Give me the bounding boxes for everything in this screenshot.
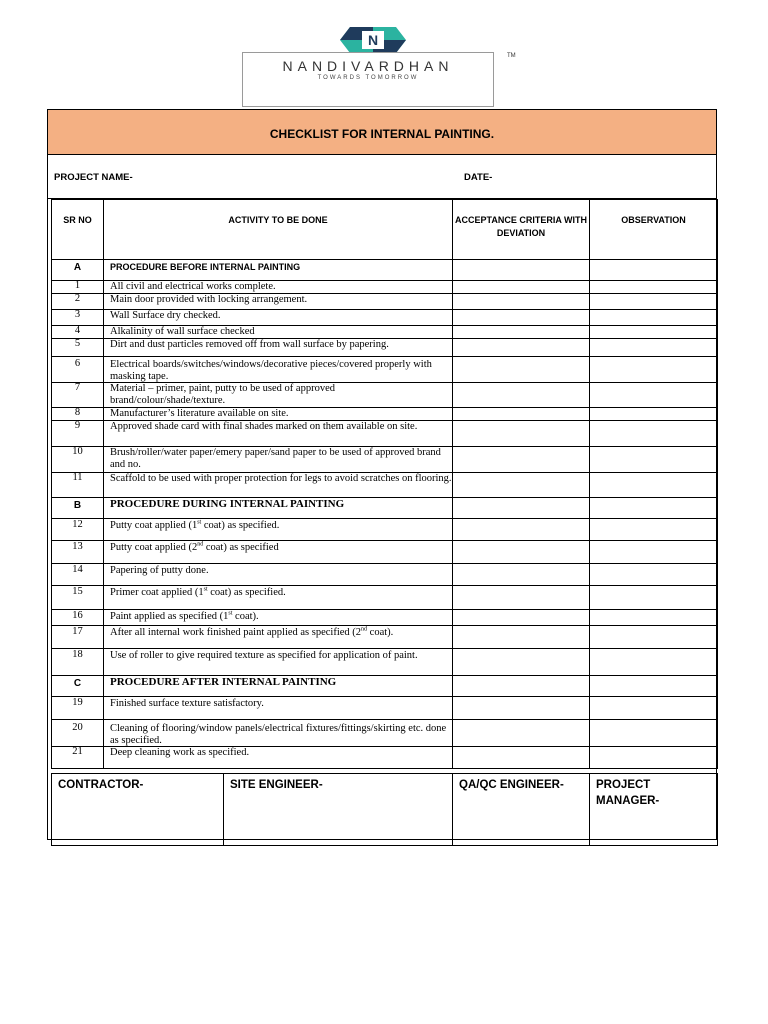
sr-cell: 17 (52, 626, 104, 649)
table-row (52, 357, 718, 383)
activity-cell: Alkalinity of wall surface checked (104, 326, 453, 339)
activity-cell: Wall Surface dry checked. (104, 310, 453, 326)
activity-cell: Use of roller to give required texture as specified for application of paint. (104, 649, 453, 676)
ordinal-suffix: nd (197, 541, 204, 548)
activity-text: After all internal work finished paint applied as specified (2 (110, 627, 362, 638)
table-row (52, 519, 718, 541)
section-id: C (52, 676, 104, 697)
observation-cell[interactable] (590, 720, 718, 747)
column-header-observation: OBSERVATION (590, 200, 718, 260)
sr-cell: 6 (52, 357, 104, 383)
activity-cell: All civil and electrical works complete. (104, 281, 453, 294)
activity-cell: Finished surface texture satisfactory. (104, 697, 453, 720)
activity-cell: Brush/roller/water paper/emery paper/sand paper to be used of approved brand and no. (104, 447, 453, 473)
ordinal-suffix: st (203, 586, 208, 593)
sr-cell: 3 (52, 310, 104, 326)
acceptance-cell[interactable] (453, 339, 590, 357)
qa-engineer-signoff[interactable]: QA/QC ENGINEER- (453, 774, 590, 846)
observation-cell[interactable] (590, 586, 718, 610)
section-row (52, 676, 718, 697)
table-row (52, 649, 718, 676)
date-label: DATE- (464, 172, 493, 183)
column-header-sr: SR NO (52, 200, 104, 260)
table-row (52, 326, 718, 339)
activity-cell: Deep cleaning work as specified. (104, 747, 453, 769)
sr-cell: 5 (52, 339, 104, 357)
ordinal-suffix: st (197, 519, 202, 526)
table-row (52, 541, 718, 564)
activity-cell: Material – primer, paint, putty to be used of approved brand/colour/shade/texture. (104, 383, 453, 408)
observation-cell[interactable] (590, 294, 718, 310)
sr-cell: 20 (52, 720, 104, 747)
acceptance-cell[interactable] (453, 747, 590, 769)
activity-cell: Approved shade card with final shades marked on them available on site. (104, 421, 453, 447)
ordinal-suffix: nd (361, 626, 368, 633)
acceptance-cell[interactable] (453, 408, 590, 421)
table-row (52, 564, 718, 586)
table-row (52, 586, 718, 610)
observation-cell[interactable] (590, 564, 718, 586)
sr-cell: 11 (52, 473, 104, 498)
acceptance-cell[interactable] (453, 541, 590, 564)
activity-cell (104, 586, 453, 610)
activity-text: Putty coat applied (1 (110, 520, 198, 531)
acceptance-cell[interactable] (453, 447, 590, 473)
acceptance-cell[interactable] (453, 498, 590, 519)
acceptance-cell[interactable] (453, 383, 590, 408)
section-title: PROCEDURE AFTER INTERNAL PAINTING (104, 676, 453, 697)
observation-cell[interactable] (590, 260, 718, 281)
activity-text: Paint applied as specified (1 (110, 611, 229, 622)
activity-text: coat) as specified. (201, 520, 280, 531)
sr-cell: 4 (52, 326, 104, 339)
sr-cell: 16 (52, 610, 104, 626)
acceptance-cell[interactable] (453, 564, 590, 586)
observation-cell[interactable] (590, 383, 718, 408)
ordinal-suffix: st (228, 610, 233, 617)
activity-text: coat) as specified. (207, 587, 286, 598)
table-row (52, 421, 718, 447)
sr-cell: 19 (52, 697, 104, 720)
table-row (52, 747, 718, 769)
acceptance-cell[interactable] (453, 357, 590, 383)
checklist-table (51, 199, 718, 769)
project-name-label: PROJECT NAME- (54, 172, 133, 183)
svg-text:N: N (367, 32, 379, 48)
site-engineer-signoff[interactable]: SITE ENGINEER- (224, 774, 453, 846)
activity-text: coat). (232, 611, 259, 622)
observation-cell[interactable] (590, 626, 718, 649)
acceptance-cell[interactable] (453, 676, 590, 697)
activity-cell: Main door provided with locking arrangement. (104, 294, 453, 310)
table-header-row (52, 200, 718, 260)
table-row (52, 697, 718, 720)
table-row (52, 281, 718, 294)
section-row (52, 260, 718, 281)
activity-cell (104, 626, 453, 649)
acceptance-cell[interactable] (453, 421, 590, 447)
table-row (52, 294, 718, 310)
acceptance-cell[interactable] (453, 294, 590, 310)
observation-cell[interactable] (590, 326, 718, 339)
page-title: CHECKLIST FOR INTERNAL PAINTING. (269, 127, 495, 141)
observation-cell[interactable] (590, 447, 718, 473)
column-header-activity: ACTIVITY TO BE DONE (104, 200, 453, 260)
activity-text: coat) as specified (203, 542, 279, 553)
sr-cell: 21 (52, 747, 104, 769)
acceptance-cell[interactable] (453, 586, 590, 610)
company-logo (242, 25, 522, 83)
activity-cell (104, 519, 453, 541)
observation-cell[interactable] (590, 421, 718, 447)
observation-cell[interactable] (590, 610, 718, 626)
observation-cell[interactable] (590, 519, 718, 541)
acceptance-cell[interactable] (453, 626, 590, 649)
activity-text: Putty coat applied (2 (110, 542, 198, 553)
observation-cell[interactable] (590, 498, 718, 519)
activity-cell: Electrical boards/switches/windows/decorative pieces/covered properly with masking tape. (104, 357, 453, 383)
table-row (52, 383, 718, 408)
acceptance-cell[interactable] (453, 260, 590, 281)
acceptance-cell[interactable] (453, 697, 590, 720)
observation-cell[interactable] (590, 357, 718, 383)
table-row (52, 473, 718, 498)
acceptance-cell[interactable] (453, 720, 590, 747)
activity-cell (104, 541, 453, 564)
table-row (52, 610, 718, 626)
acceptance-cell[interactable] (453, 326, 590, 339)
observation-cell[interactable] (590, 649, 718, 676)
table-row (52, 626, 718, 649)
sr-cell: 15 (52, 586, 104, 610)
section-id: B (52, 498, 104, 519)
activity-cell: Cleaning of flooring/window panels/electrical fixtures/fittings/skirting etc. done as specified. (104, 720, 453, 747)
activity-text: Primer coat applied (1 (110, 587, 204, 598)
activity-cell: Manufacturer’s literature available on site. (104, 408, 453, 421)
table-row (52, 720, 718, 747)
logo-tagline: TOWARDS TOMORROW (317, 75, 419, 81)
activity-cell: Scaffold to be used with proper protection for legs to avoid scratches on flooring. (104, 473, 453, 498)
acceptance-cell[interactable] (453, 649, 590, 676)
acceptance-cell[interactable] (453, 610, 590, 626)
observation-cell[interactable] (590, 676, 718, 697)
project-row (48, 155, 716, 199)
sr-cell: 18 (52, 649, 104, 676)
section-id: A (52, 260, 104, 281)
table-row (52, 408, 718, 421)
observation-cell[interactable] (590, 310, 718, 326)
activity-cell: Dirt and dust particles removed off from wall surface by papering. (104, 339, 453, 357)
table-row (52, 339, 718, 357)
observation-cell[interactable] (590, 408, 718, 421)
logo-name: NANDIVARDHAN (282, 58, 454, 74)
activity-cell: Papering of putty done. (104, 564, 453, 586)
activity-cell (104, 610, 453, 626)
acceptance-cell[interactable] (453, 281, 590, 294)
logo-trademark: TM (507, 53, 516, 59)
sr-cell: 10 (52, 447, 104, 473)
section-row (52, 498, 718, 519)
observation-cell[interactable] (590, 281, 718, 294)
signoff-row (52, 774, 718, 846)
contractor-signoff[interactable]: CONTRACTOR- (52, 774, 224, 846)
signoff-table (51, 773, 718, 846)
sr-cell: 1 (52, 281, 104, 294)
sr-cell: 14 (52, 564, 104, 586)
acceptance-cell[interactable] (453, 519, 590, 541)
observation-cell[interactable] (590, 747, 718, 769)
table-row (52, 447, 718, 473)
observation-cell[interactable] (590, 541, 718, 564)
column-header-acceptance: ACCEPTANCE CRITERIA WITH DEVIATION (453, 200, 590, 260)
section-title: PROCEDURE DURING INTERNAL PAINTING (104, 498, 453, 519)
sr-cell: 8 (52, 408, 104, 421)
sr-cell: 9 (52, 421, 104, 447)
observation-cell[interactable] (590, 697, 718, 720)
acceptance-cell[interactable] (453, 310, 590, 326)
acceptance-cell[interactable] (453, 473, 590, 498)
observation-cell[interactable] (590, 339, 718, 357)
table-row (52, 310, 718, 326)
activity-text: coat). (367, 627, 394, 638)
sr-cell: 7 (52, 383, 104, 408)
project-manager-signoff[interactable]: PROJECT MANAGER- (590, 774, 718, 846)
observation-cell[interactable] (590, 473, 718, 498)
section-title: PROCEDURE BEFORE INTERNAL PAINTING (104, 260, 453, 281)
sr-cell: 2 (52, 294, 104, 310)
sr-cell: 13 (52, 541, 104, 564)
sr-cell: 12 (52, 519, 104, 541)
